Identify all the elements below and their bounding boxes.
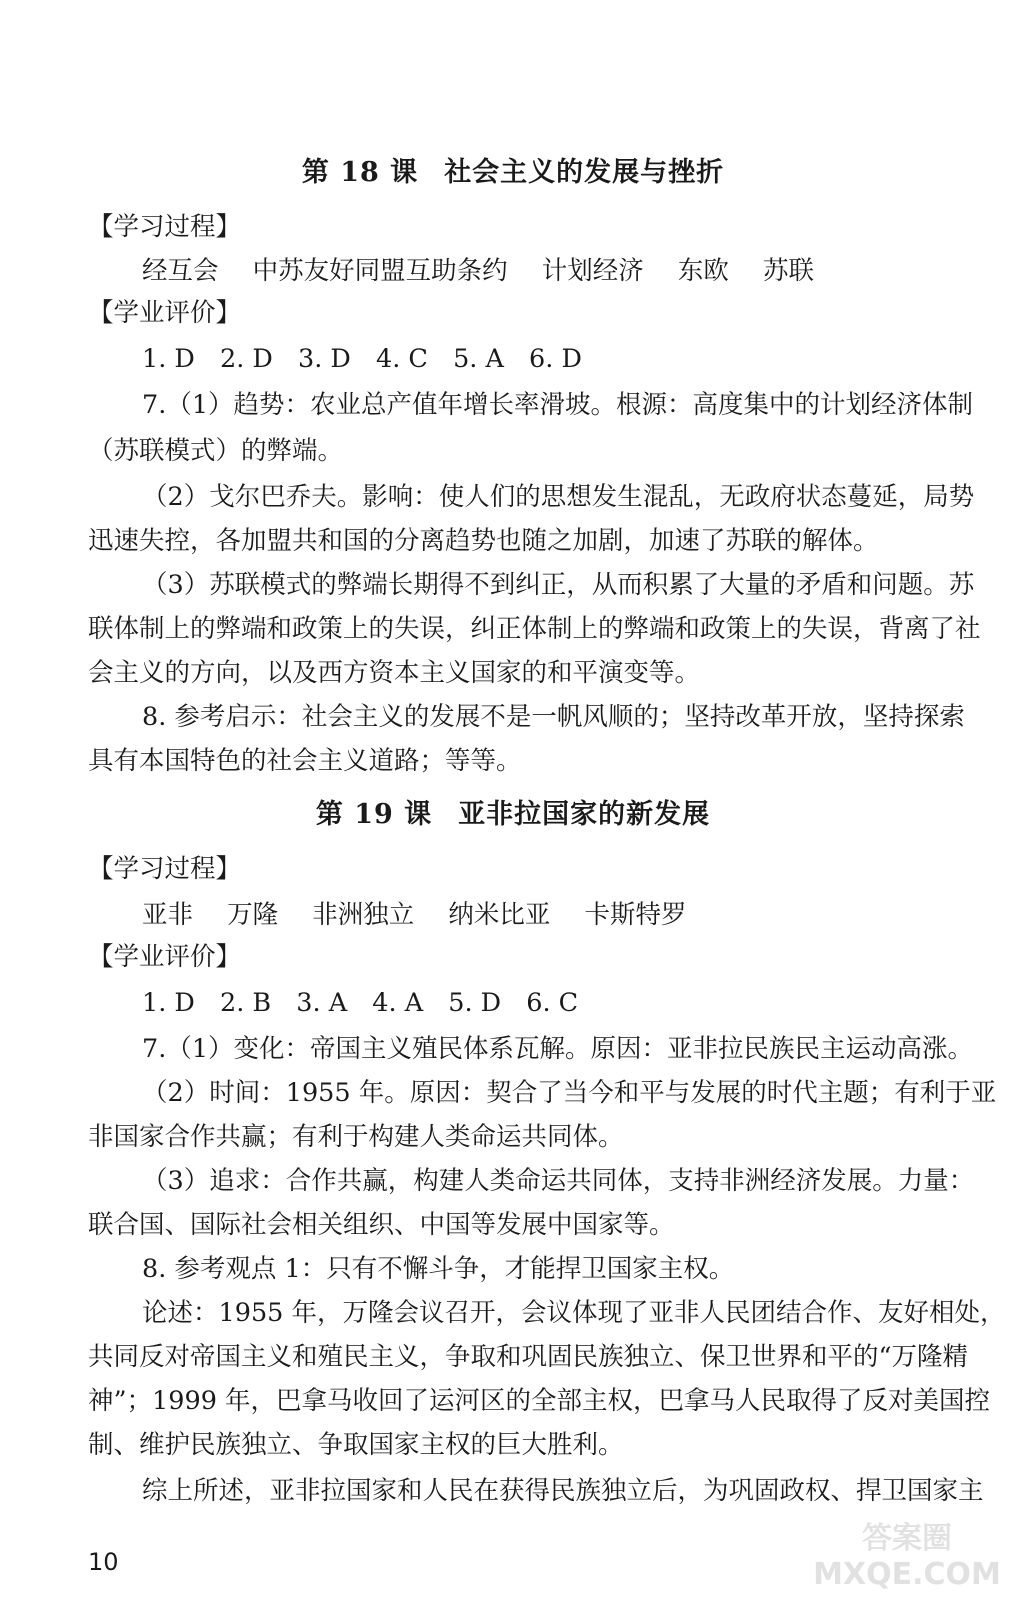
- answer-line: （3）苏联模式的弊端长期得不到纠正，从而积累了大量的矛盾和问题。苏: [142, 570, 975, 600]
- page-number: 10: [88, 1548, 119, 1576]
- term: 卡斯特罗: [584, 900, 687, 930]
- watermark-logo: [802, 1512, 1012, 1592]
- lesson-19-name: 亚非拉国家的新发展: [458, 799, 711, 830]
- mcq-answer: 3. A: [296, 988, 348, 1018]
- term: 纳米比亚: [448, 900, 551, 930]
- mcq-answer: 1. D: [142, 988, 195, 1018]
- answer-line: 迅速失控，各加盟共和国的分离趋势也随之加剧，加速了苏联的解体。: [88, 526, 879, 556]
- mcq-answer: 1. D: [142, 344, 195, 374]
- answer-line: （2）时间：1955 年。原因：契合了当今和平与发展的时代主题；有利于亚: [142, 1078, 997, 1108]
- answer-line: 会主义的方向，以及西方资本主义国家的和平演变等。: [88, 658, 701, 688]
- term: 苏联: [763, 256, 815, 286]
- term: 中苏友好同盟互助条约: [252, 256, 508, 286]
- answer-line: 7.（1）趋势：农业总产值年增长率滑坡。根源：高度集中的计划经济体制: [142, 390, 974, 420]
- lesson-18-eval-label: 【学业评价】: [88, 298, 242, 328]
- lesson-19-process-label: 【学习过程】: [88, 854, 242, 884]
- answer-line: 共同反对帝国主义和殖民主义，争取和巩固民族独立、保卫世界和平的“万隆精: [88, 1342, 969, 1372]
- answer-line: 8. 参考观点 1：只有不懈斗争，才能捍卫国家主权。: [142, 1254, 735, 1284]
- answer-line: （3）追求：合作共赢，构建人类命运共同体，支持非洲经济发展。力量：: [142, 1166, 975, 1196]
- lesson-18-title: [0, 150, 1026, 189]
- answer-line: 制、维护民族独立、争取国家主权的巨大胜利。: [88, 1430, 624, 1460]
- lesson-19-mcq-answers: [142, 986, 968, 1020]
- watermark-text: 答案圈 MXQE.COM: [813, 1521, 1001, 1592]
- mcq-answer: 6. C: [526, 988, 579, 1018]
- answer-line: （苏联模式）的弊端。: [88, 436, 344, 466]
- mcq-answer: 5. D: [448, 988, 502, 1018]
- lesson-19-terms: [142, 898, 968, 932]
- mcq-answer: 6. D: [529, 344, 582, 374]
- answer-line: 具有本国特色的社会主义道路；等等。: [88, 746, 522, 776]
- answer-line: 联合国、国际社会相关组织、中国等发展中国家等。: [88, 1210, 675, 1240]
- mcq-answer: 5. A: [453, 344, 504, 374]
- lesson-19-number: 第 19 课: [315, 799, 433, 830]
- mcq-answer: 4. C: [376, 344, 428, 374]
- term: 亚非: [142, 900, 194, 930]
- lesson-18-process-label: 【学习过程】: [88, 212, 242, 242]
- answer-line: 非国家合作共赢；有利于构建人类命运共同体。: [88, 1122, 624, 1152]
- lesson-18-mcq-answers: [142, 342, 968, 376]
- term: 计划经济: [541, 256, 644, 286]
- answer-line: 神”；1999 年，巴拿马收回了运河区的全部主权，巴拿马人民取得了反对美国控: [88, 1386, 991, 1416]
- mcq-answer: 3. D: [298, 344, 351, 374]
- answer-line: 7.（1）变化：帝国主义殖民体系瓦解。原因：亚非拉民族民主运动高涨。: [142, 1034, 974, 1064]
- answer-line: （2）戈尔巴乔夫。影响：使人们的思想发生混乱，无政府状态蔓延，局势: [142, 482, 975, 512]
- answer-line: 联体制上的弊端和政策上的失误，纠正体制上的弊端和政策上的失误，背离了社: [88, 614, 981, 644]
- answer-line: 综上所述，亚非拉国家和人民在获得民族独立后，为巩固政权、捍卫国家主: [142, 1476, 984, 1506]
- lesson-18-name: 社会主义的发展与挫折: [444, 157, 725, 188]
- lesson-19-eval-label: 【学业评价】: [88, 942, 242, 972]
- mcq-answer: 2. B: [220, 988, 272, 1018]
- term: 万隆: [227, 900, 279, 930]
- mcq-answer: 4. A: [372, 988, 424, 1018]
- lesson-18-number: 第 18 课: [301, 157, 419, 188]
- mcq-answer: 2. D: [220, 344, 273, 374]
- term: 非洲独立: [312, 900, 415, 930]
- answer-line: 论述：1955 年，万隆会议召开，会议体现了亚非人民团结合作、友好相处，: [142, 1298, 1006, 1328]
- term: 经互会: [142, 256, 219, 286]
- answer-line: 8. 参考启示：社会主义的发展不是一帆风顺的；坚持改革开放，坚持探索: [142, 702, 965, 732]
- term: 东欧: [677, 256, 729, 286]
- lesson-19-title: [0, 792, 1026, 831]
- lesson-18-terms: [142, 254, 968, 288]
